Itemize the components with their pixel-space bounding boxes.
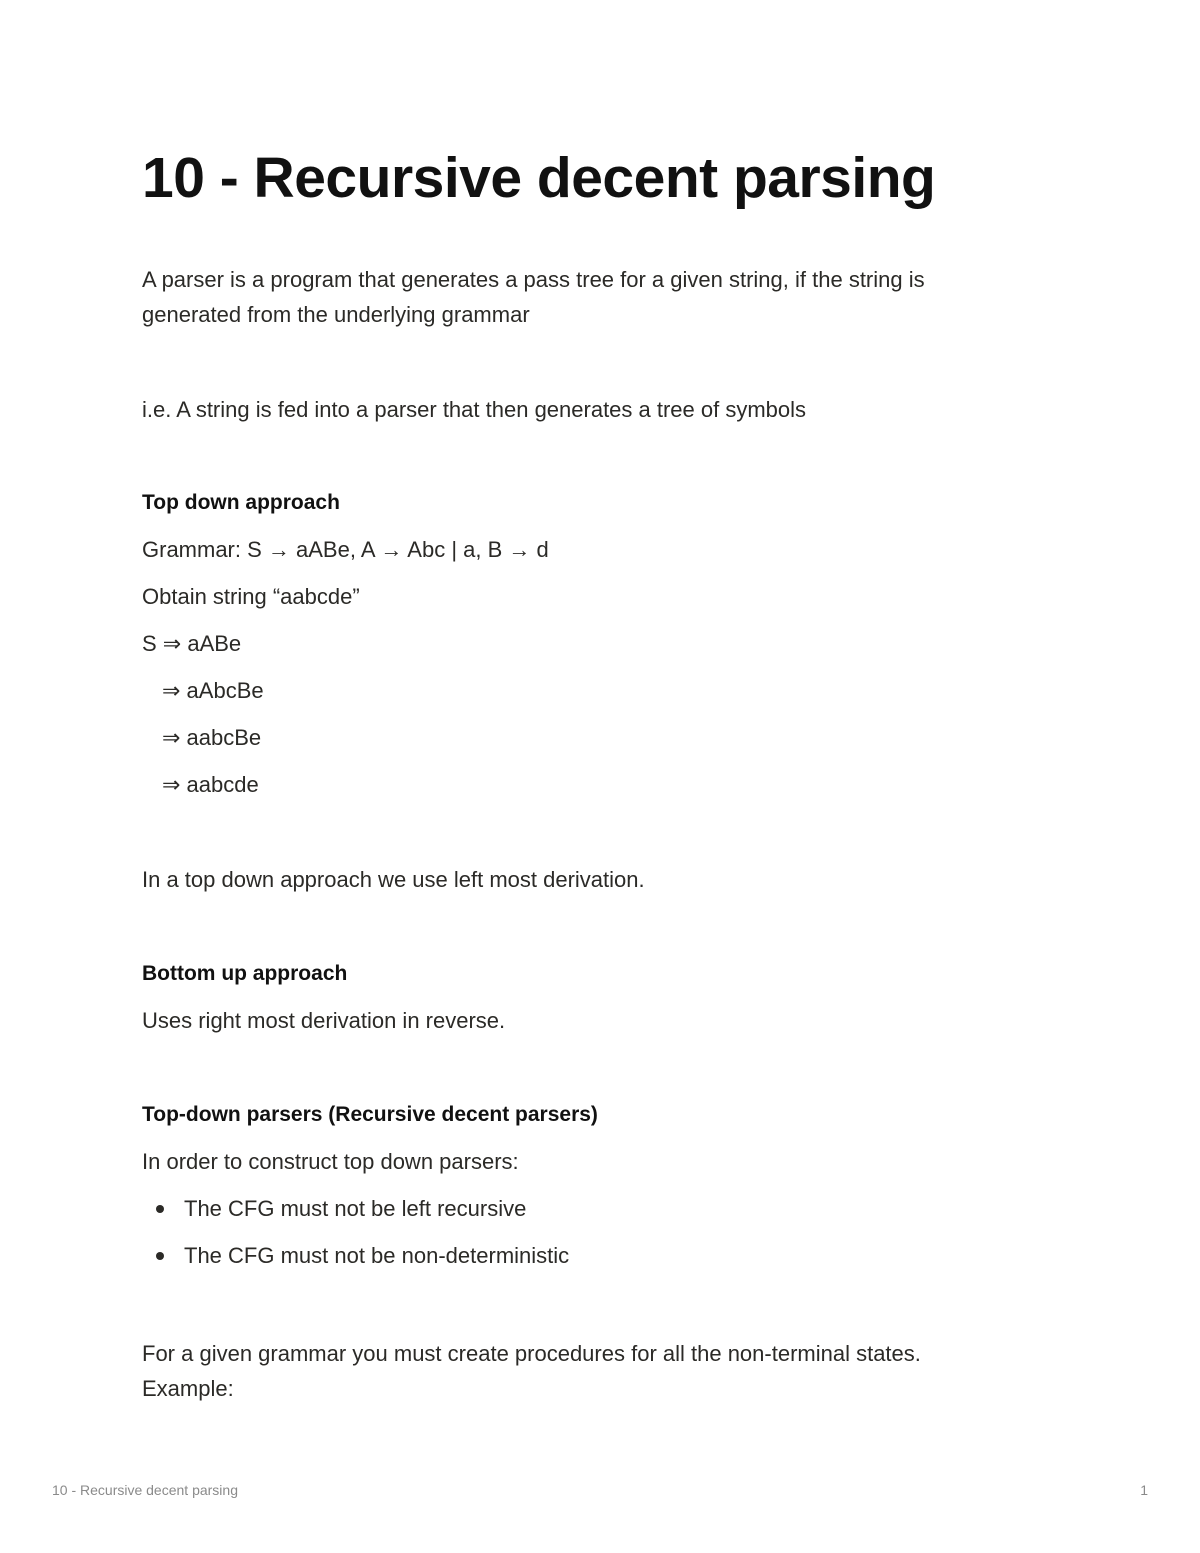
page-title: 10 - Recursive decent parsing [142, 146, 936, 210]
list-item-text: The CFG must not be left recursive [184, 1196, 527, 1221]
closing-line-1: For a given grammar you must create procedures for all the non-terminal states. [142, 1341, 921, 1366]
intro-line-2: generated from the underlying grammar [142, 302, 530, 327]
list-item [142, 1191, 1062, 1226]
bottom-up-text: Uses right most derivation in reverse. [142, 1008, 506, 1033]
intro-line-1: A parser is a program that generates a pass tree for a given string, if the string is [142, 267, 925, 292]
top-down-heading: Top down approach [142, 491, 340, 514]
derivation-start: S ⇒ aABe [142, 631, 242, 656]
obtain-string-line: Obtain string “aabcde” [142, 584, 360, 609]
grammar-line: Grammar: S → aABe, A → Abc | a, B → d [142, 537, 549, 562]
derivation-step-1: ⇒ aAbcBe [162, 678, 264, 703]
derivation-step-3: ⇒ aabcde [162, 772, 259, 797]
list-item-text: The CFG must not be non-deterministic [184, 1243, 570, 1268]
top-down-parsers-heading: Top-down parsers (Recursive decent parsers) [142, 1103, 598, 1126]
bottom-up-heading: Bottom up approach [142, 962, 348, 985]
requirements-list [142, 1191, 1062, 1273]
footer-page-number: 1 [1140, 1482, 1148, 1498]
bullet-icon [156, 1205, 164, 1213]
closing-line-2: Example: [142, 1376, 234, 1401]
example-sentence: i.e. A string is fed into a parser that then generates a tree of symbols [142, 397, 807, 422]
bullet-icon [156, 1252, 164, 1260]
derivation-step-2: ⇒ aabcBe [162, 725, 262, 750]
page-content [142, 140, 1062, 1406]
top-down-conclusion: In a top down approach we use left most derivation. [142, 867, 645, 892]
top-down-parsers-intro: In order to construct top down parsers: [142, 1149, 519, 1174]
footer-title: 10 - Recursive decent parsing [52, 1482, 238, 1498]
list-item [142, 1238, 1062, 1273]
